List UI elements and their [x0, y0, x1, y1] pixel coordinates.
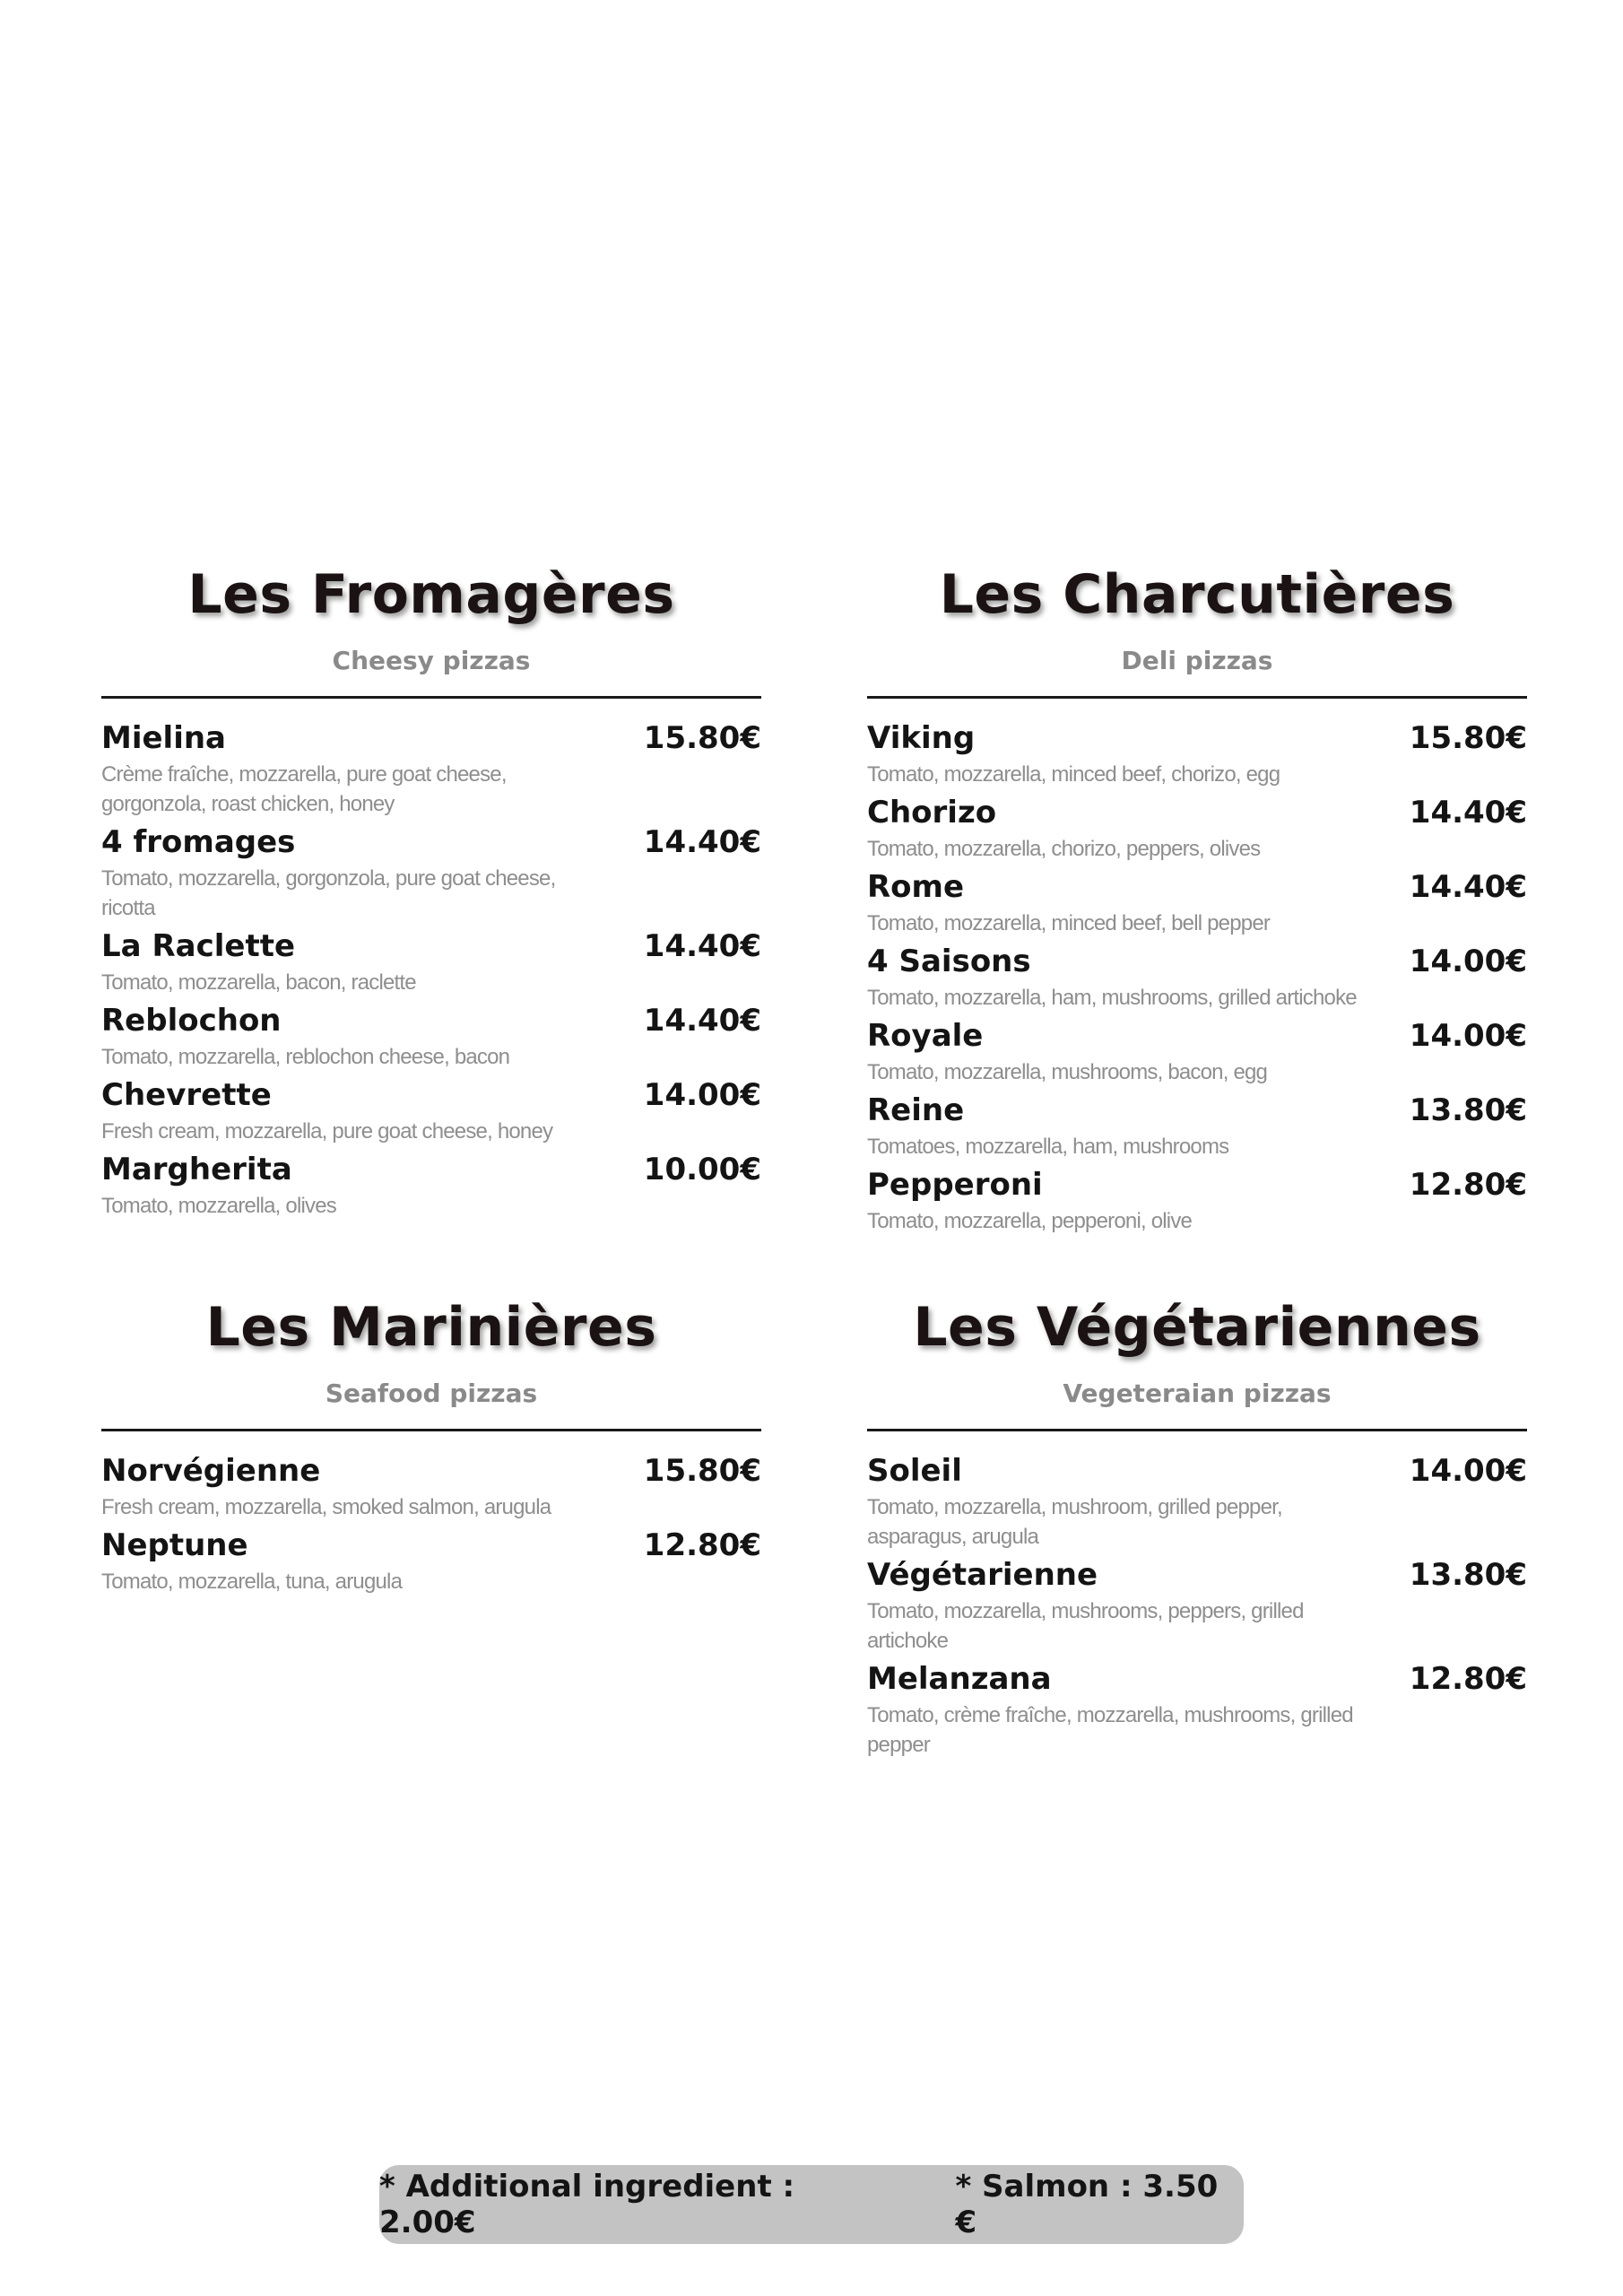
item-name: Pepperoni: [867, 1167, 1043, 1203]
section-subtitle: Vegeteraian pizzas: [1063, 1378, 1332, 1408]
item-name: Reblochon: [101, 1003, 282, 1039]
item-price: 13.80€: [1409, 1092, 1527, 1128]
item-name: Chorizo: [867, 795, 997, 831]
item-description: Tomato, mozzarella, ham, mushrooms, grilled artichoke: [867, 986, 1357, 1010]
item-name: Melanzana: [867, 1661, 1052, 1697]
menu-item-melanzana: [867, 1657, 1527, 1760]
item-price: 14.00€: [1409, 1453, 1527, 1489]
section-subtitle: Deli pizzas: [1121, 646, 1273, 675]
item-price: 15.80€: [1409, 720, 1527, 756]
item-description: Fresh cream, mozzarella, pure goat cheese, honey: [101, 1119, 553, 1144]
section-subtitle: Seafood pizzas: [325, 1378, 538, 1408]
item-name: Soleil: [867, 1453, 962, 1489]
section-divider: [867, 1429, 1527, 1431]
item-price: 15.80€: [643, 720, 761, 756]
menu-item-neptune: [101, 1524, 761, 1596]
item-name: Reine: [867, 1092, 965, 1128]
menu-list: [101, 1449, 761, 1596]
menu-item-margherita: [101, 1148, 761, 1221]
item-description: Tomato, mozzarella, mushroom, grilled pepper, asparagus, arugula: [867, 1495, 1282, 1549]
item-name: La Raclette: [101, 928, 296, 964]
item-price: 14.40€: [643, 1003, 761, 1039]
menu-list: [101, 717, 761, 1221]
item-description: Tomato, mozzarella, tuna, arugula: [101, 1570, 403, 1594]
section-marinieres: [101, 1296, 761, 1598]
menu-item-mielina: [101, 717, 761, 819]
salmon-note: * Salmon : 3.50 €: [955, 2169, 1219, 2240]
menu-list: [867, 1449, 1527, 1760]
item-price: 14.40€: [1409, 869, 1527, 905]
item-price: 12.80€: [1409, 1167, 1527, 1203]
item-name: Viking: [867, 720, 976, 756]
section-fromageres: [101, 563, 761, 1222]
menu-item-rome: [867, 865, 1527, 938]
item-description: Tomato, mozzarella, gorgonzola, pure goat cheese, ricotta: [101, 866, 556, 920]
item-name: 4 fromages: [101, 824, 296, 860]
menu-item-chorizo: [867, 791, 1527, 864]
section-title: Les Charcutières: [939, 563, 1455, 626]
menu-list: [867, 717, 1527, 1236]
section-divider: [101, 1429, 761, 1431]
menu-item-soleil: [867, 1449, 1527, 1552]
item-description: Tomato, mozzarella, minced beef, chorizo, egg: [867, 762, 1280, 787]
item-description: Tomatoes, mozzarella, ham, mushrooms: [867, 1135, 1229, 1159]
item-price: 14.40€: [643, 928, 761, 964]
section-vegetariennes: [867, 1296, 1527, 1761]
item-description: Tomato, mozzarella, mushrooms, bacon, egg: [867, 1060, 1268, 1084]
item-price: 14.00€: [1409, 944, 1527, 979]
item-name: 4 Saisons: [867, 944, 1031, 979]
item-price: 14.00€: [1409, 1018, 1527, 1054]
menu-item-4-fromages: [101, 821, 761, 923]
section-divider: [867, 696, 1527, 699]
item-price: 14.40€: [1409, 795, 1527, 831]
extras-footer: [379, 2165, 1244, 2244]
item-price: 15.80€: [643, 1453, 761, 1489]
menu-item-norvegienne: [101, 1449, 761, 1522]
menu-item-royale: [867, 1014, 1527, 1087]
menu-item-pepperoni: [867, 1163, 1527, 1236]
item-name: Royale: [867, 1018, 984, 1054]
item-description: Tomato, mozzarella, reblochon cheese, bacon: [101, 1045, 510, 1069]
section-title: Les Fromagères: [187, 563, 675, 626]
item-name: Mielina: [101, 720, 227, 756]
section-title: Les Marinières: [205, 1296, 657, 1359]
menu-item-chevrette: [101, 1074, 761, 1146]
item-description: Tomato, mozzarella, bacon, raclette: [101, 970, 416, 995]
item-price: 14.00€: [643, 1077, 761, 1113]
item-price: 12.80€: [1409, 1661, 1527, 1697]
menu-item-viking: [867, 717, 1527, 789]
item-price: 12.80€: [643, 1527, 761, 1563]
item-description: Tomato, mozzarella, mushrooms, peppers, grilled artichoke: [867, 1599, 1304, 1653]
menu-item-la-raclette: [101, 925, 761, 997]
extra-ingredient-note: * Additional ingredient : 2.00€: [379, 2169, 795, 2240]
menu-item-4-saisons: [867, 940, 1527, 1013]
section-divider: [101, 696, 761, 699]
item-name: Rome: [867, 869, 965, 905]
section-title: Les Végétariennes: [913, 1296, 1481, 1359]
item-description: Tomato, mozzarella, olives: [101, 1194, 336, 1218]
item-description: Crème fraîche, mozzarella, pure goat cheese, gorgonzola, roast chicken, honey: [101, 762, 507, 816]
item-description: Tomato, crème fraîche, mozzarella, mushrooms, grilled pepper: [867, 1703, 1353, 1757]
item-name: Norvégienne: [101, 1453, 321, 1489]
section-charcutieres: [867, 563, 1527, 1238]
item-name: Neptune: [101, 1527, 248, 1563]
item-name: Végétarienne: [867, 1557, 1098, 1593]
menu-item-vegetarienne: [867, 1553, 1527, 1656]
item-name: Margherita: [101, 1152, 292, 1187]
menu-item-reblochon: [101, 999, 761, 1072]
item-price: 14.40€: [643, 824, 761, 860]
item-description: Fresh cream, mozzarella, smoked salmon, arugula: [101, 1495, 551, 1519]
item-price: 13.80€: [1409, 1557, 1527, 1593]
section-subtitle: Cheesy pizzas: [332, 646, 531, 675]
item-price: 10.00€: [643, 1152, 761, 1187]
item-name: Chevrette: [101, 1077, 272, 1113]
item-description: Tomato, mozzarella, minced beef, bell pepper: [867, 911, 1271, 935]
item-description: Tomato, mozzarella, chorizo, peppers, olives: [867, 837, 1261, 861]
menu-item-reine: [867, 1089, 1527, 1161]
item-description: Tomato, mozzarella, pepperoni, olive: [867, 1209, 1193, 1233]
